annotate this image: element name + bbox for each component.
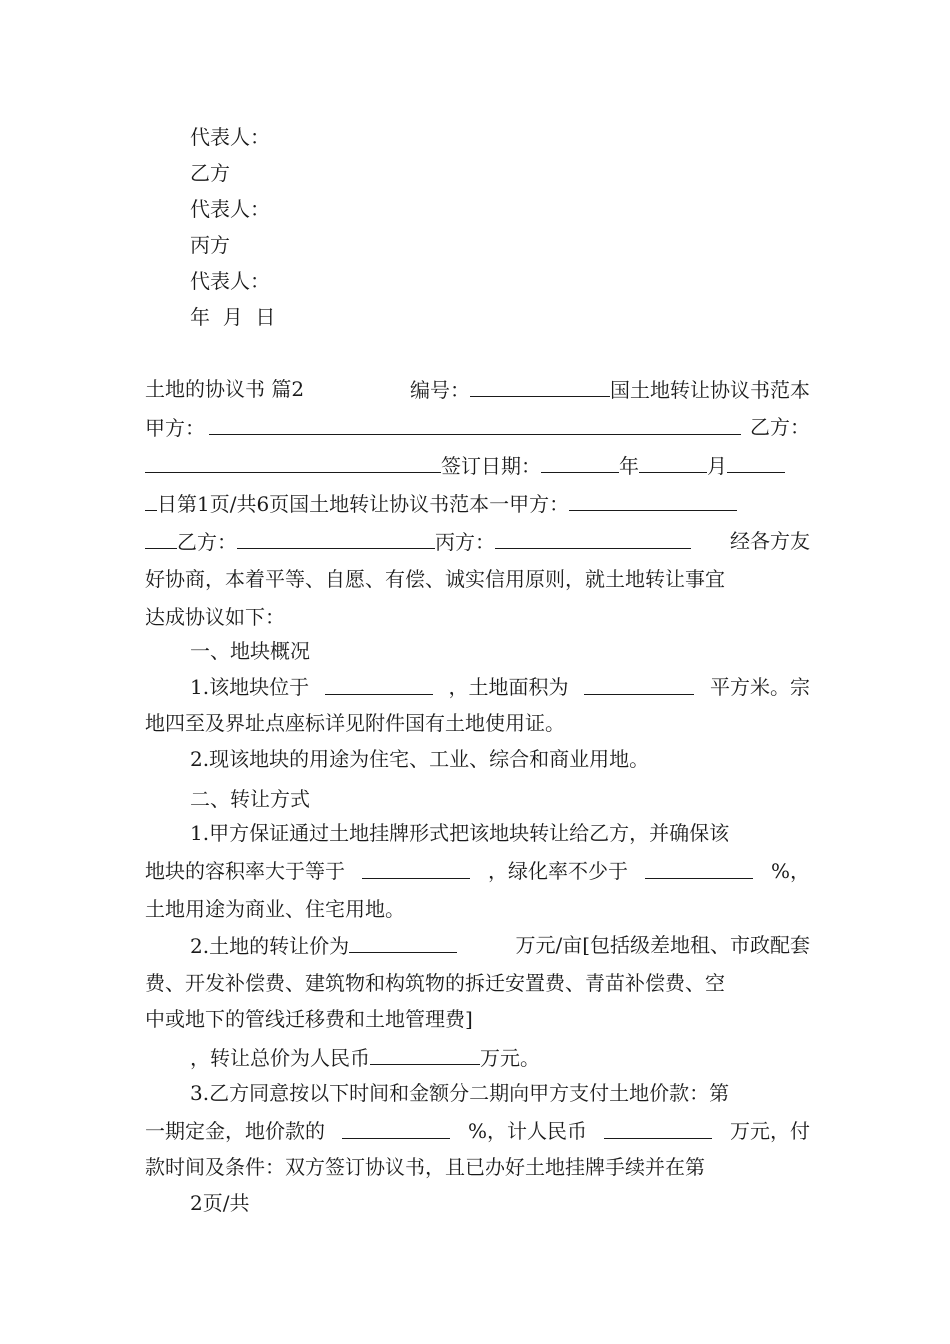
green-rate-label: ，绿化率不少于	[487, 859, 628, 883]
green-rate-blank	[645, 856, 753, 879]
deposit-label: 一期定金，地价款的	[145, 1119, 325, 1143]
sign-date-label: 签订日期：	[441, 454, 541, 478]
year-blank	[541, 450, 619, 473]
price-group	[190, 930, 457, 961]
consult-tail: 经各方友	[730, 529, 810, 553]
number-group	[410, 374, 810, 405]
representative-c: 代表人：	[190, 269, 270, 293]
total-label: ，转让总价为人民币	[190, 1046, 370, 1070]
section2-item3-line2	[145, 1116, 810, 1146]
day-blank	[727, 450, 785, 473]
section2-item1-line1: 1.甲方保证通过土地挂牌形式把该地块转让给乙方，并确保该	[190, 821, 730, 845]
percent-comma: %，	[770, 859, 810, 883]
day-page-text: 日第1页/共6页国土地转让协议书范本一甲方：	[157, 492, 570, 516]
party-a-group	[145, 412, 741, 443]
parties-group	[145, 526, 691, 557]
section1-heading: 一、地块概况	[190, 639, 310, 663]
year-label: 年	[619, 454, 639, 478]
doc-name: 国土地转让协议书范本	[610, 378, 810, 402]
area-unit: 平方米。宗	[709, 675, 810, 699]
area-label: ，土地面积为	[448, 675, 569, 699]
party-c-label-2: 丙方：	[435, 530, 495, 554]
price-unit: 万元/亩[包括级差地租、市政配套	[515, 933, 810, 957]
party-a-line	[145, 412, 810, 443]
date-line: 年 月 日	[190, 305, 276, 329]
representative-b: 代表人：	[190, 197, 270, 221]
section1-item1-line1	[190, 672, 810, 702]
agreement-title: 土地的协议书 篇2	[145, 377, 305, 401]
representative-a: 代表人：	[190, 125, 270, 149]
party-a-blank-2	[569, 488, 737, 511]
section2-item1-line2	[145, 856, 810, 886]
plot-ratio-blank	[362, 856, 470, 879]
agreement-title-line	[145, 374, 810, 405]
area-blank	[584, 672, 694, 695]
total-price-line	[190, 1042, 810, 1073]
party-b-label: 乙方	[190, 161, 230, 185]
section2-item2-line1	[190, 930, 810, 961]
deposit-unit: 万元，付	[729, 1119, 810, 1143]
party-a-blank-2-continued	[145, 526, 177, 549]
price-blank	[349, 930, 457, 953]
month-blank	[639, 450, 707, 473]
parties-line	[145, 526, 810, 557]
party-b-blank	[145, 450, 441, 473]
deposit-amount-label: %，计人民币	[467, 1119, 587, 1143]
location-label: 1.该地块位于	[190, 675, 310, 699]
intro-line-3: 达成协议如下：	[145, 605, 285, 629]
section1-item2: 2.现该地块的用途为住宅、工业、综合和商业用地。	[190, 747, 650, 771]
party-c-blank	[495, 526, 691, 549]
party-a-label: 甲方：	[145, 416, 205, 440]
deposit-amount-blank	[604, 1116, 712, 1139]
total-blank	[370, 1042, 480, 1065]
party-b-label-2: 乙方：	[177, 530, 237, 554]
page-ref-line	[145, 488, 810, 519]
intro-line-2: 好协商，本着平等、自愿、有偿、诚实信用原则，就土地转让事宜	[145, 567, 725, 591]
day-blank-continued	[145, 488, 157, 511]
section2-item3-line1: 3.乙方同意按以下时间和金额分二期向甲方支付土地价款：第	[190, 1081, 730, 1105]
price-label: 2.土地的转让价为	[190, 934, 350, 958]
total-unit: 万元。	[480, 1046, 540, 1070]
section2-item3-line3: 款时间及条件：双方签订协议书，且已办好土地挂牌手续并在第	[145, 1155, 705, 1179]
sign-date-line	[145, 450, 810, 481]
party-c-label: 丙方	[190, 233, 230, 257]
deposit-percent-blank	[342, 1116, 450, 1139]
number-label: 编号：	[410, 378, 470, 402]
section1-item1-line2: 地四至及界址点座标详见附件国有土地使用证。	[145, 711, 565, 735]
plot-ratio-label: 地块的容积率大于等于	[145, 859, 345, 883]
party-b-label-right: 乙方：	[750, 415, 810, 439]
section2-item1-line3: 土地用途为商业、住宅用地。	[145, 897, 405, 921]
section2-heading: 二、转让方式	[190, 787, 310, 811]
location-blank	[325, 672, 433, 695]
month-label: 月	[707, 454, 727, 478]
number-blank	[470, 374, 610, 397]
section2-item2-line2: 费、开发补偿费、建筑物和构筑物的拆迁安置费、青苗补偿费、空	[145, 971, 725, 995]
party-a-blank	[209, 412, 741, 435]
page-footer: 2页/共	[190, 1191, 250, 1215]
party-b-blank-2	[237, 526, 435, 549]
section2-item2-line3: 中或地下的管线迁移费和土地管理费]	[145, 1007, 473, 1031]
